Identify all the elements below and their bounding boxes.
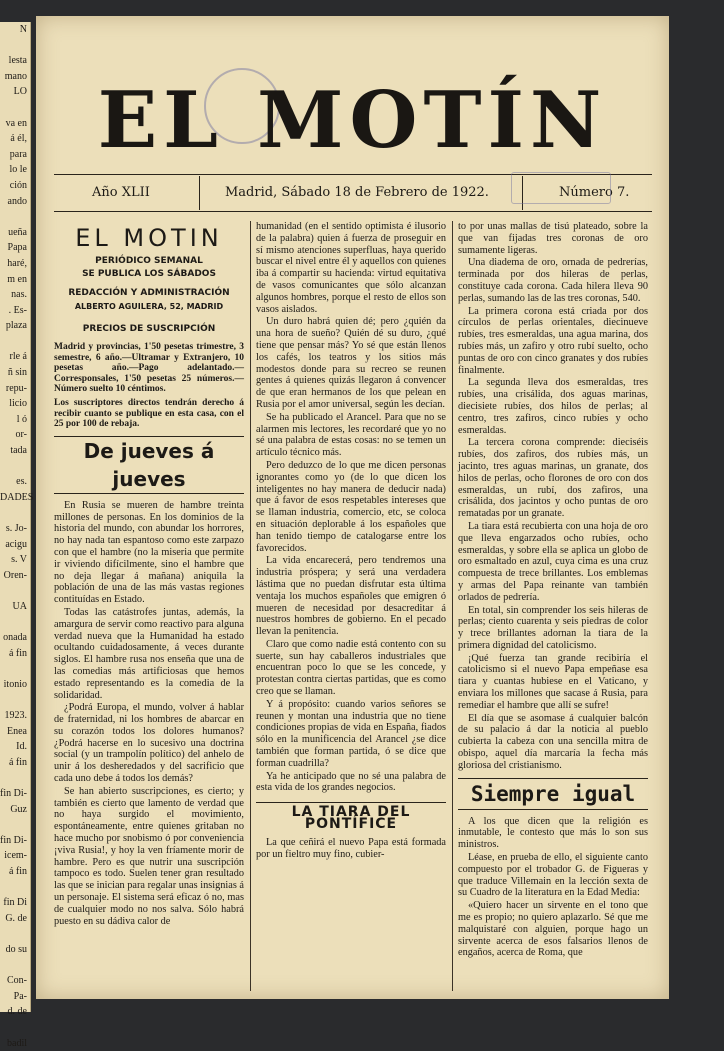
margin-fragment: lo le [9,164,27,176]
section-heading: Siempre igual [458,778,648,810]
paragraph: humanidad (en el sentido optimista é ilusorio de la palabra) quien á fuerza de proseguir en sí mismo atenciones superfluas, haya querido buscar el nivel entre él y aquellos con quienes iba á compartir su hacienda: virtud equitativa de vasos comunicantes que sólo alcanzan algunos hombres, porque el resto de ellos son vasos aislados. [256,221,446,315]
year-label: Año XLII [92,185,150,200]
editorial-office: REDACCIÓN Y ADMINISTRACIÓN [68,288,230,298]
paragraph: En total, sin comprender los seis hileras de perlas; ciento cuarenta y seis piedras de color y trece brillantes adornan la tiara de la primera dignidad del catolicismo. [458,604,648,651]
previous-page-edge [0,22,34,1049]
periodicity: PERIÓDICO SEMANAL [95,256,203,266]
margin-fragment: UA [12,600,27,612]
margin-fragment [0,926,30,942]
margin-fragment: haré, [7,257,27,269]
margin-fragment: G. de [5,912,27,924]
margin-fragment: Id. [16,741,27,753]
margin-fragment: licio [9,398,27,410]
paragraph: La tiara está recubierta con una hoja de oro que lleva engarzados ocho rubíes, ocho esmeraldas, y sobre ella se aplica un globo de oro esmaltado en azul, cuya cima es una cruz compuesta de trece brillantes. Los emblemas y armas del Papa reinante van también orlados de pedrería. [458,520,648,603]
issue-number: Número 7. [559,185,630,200]
margin-fragment [0,505,30,521]
paragraph: La vida encarecerá, pero tendremos una industria próspera; y será una verdadera lástima que no puedan disfrutar esta última ventaja los muchos españoles que emigren ó mueren de necesidad por desacreditar á nuestros hombres de gobierno. En el pecado llevan la penitencia. [256,555,446,638]
column-3 [458,221,648,991]
margin-fragment: LO [13,86,27,98]
office-address: ALBERTO AGUILERA, 52, MADRID [74,302,224,311]
margin-fragment: Oren- [3,569,27,581]
margin-fragment [0,958,30,974]
paragraph: El día que se asomase á cualquier balcón de su palacio á dar la noticia al pueblo cubierta la cabeza con una sencilla mitra de obispo, aquel día marcaría la fecha más gloriosa del cristianismo. [458,712,648,771]
paragraph: La tercera corona comprende: dieciséis rubíes, dos zafiros, dos rubíes más, un jacinto, tres aguas marinas, un granate, dos hilos de perlas, ocho florones de oro con dos esmeraldas, un rubí, dos zafiros, una crisálida, dos jacintos y ocho puntas de oro rematadas por un granate. [458,437,648,520]
margin-fragment [0,583,30,599]
paragraph: La que ceñirá el nuevo Papa está formada por un fieltro muy fino, cubier- [256,836,446,860]
margin-fragment: s. V [11,554,27,566]
margin-fragment: Con- [7,975,27,987]
margin-fragment: N [19,24,27,35]
margin-fragment: Papa [7,242,27,254]
column-divider [452,221,453,991]
date-label: Madrid, Sábado 18 de Febrero de 1922. [225,185,489,200]
section-heading: De jueves á jueves [54,436,244,494]
paragraph: «Quiero hacer un sirvente en el tono que me es propio; no quiero aplazarlo. Sé que me malquistaré con alguien, porque hago un sirvente acerca de esos falsarios llenos de engaños, acerca de Roma, que [458,900,648,959]
margin-fragment [0,693,30,709]
margin-fragment: fin Di [3,897,27,909]
paragraph: Claro que como nadie está contento con su suerte, sun hay caballeros industriales que encuentran poco lo que se les concede, y protestan contra ciertas partidas, que es como creo que se llaman. [256,638,446,698]
paragraph: En Rusia se mueren de hambre treinta millones de personas. En los dominios de la historia del mundo, con abundar los horrores, no hay nada tan espantoso como este zarpazo con que el hambre (no la miseria que permite ir viviendo difícilmente, sino el hambre que no deja llegar á mañana) aniquila la población de una de las más vastas regiones contituídas en Estado. [54,499,244,606]
paragraph: Todas las catástrofes juntas, además, la amargura de servir como reactivo para alguna verdad nueva que la Humanidad ha estado ocultando cuidadosamente, á veces durante siglos. El hambre rusa nos enseña que una de las comedias más artificiosas que hemos estado representando es la comedia de la solidaridad. [54,606,244,701]
margin-fragment: á fin [8,647,27,659]
margin-fragment [0,38,30,54]
margin-fragment: rle á [9,351,27,363]
margin-fragment [0,334,30,350]
publication-day: SE PUBLICA LOS SÁBADOS [82,269,216,279]
margin-fragment: onada [3,632,27,644]
margin-fragment: fin Di- [0,788,27,800]
column-divider [250,221,251,991]
margin-fragment [0,817,30,833]
margin-fragment [0,771,30,787]
prices-text: Madrid y provincias, 1'50 pesetas trimestre, 3 semestre, 6 año.—Ultramar y Extranjero, 10 pesetas año.—Pago adelantado.—Corresponsales, 1'50 pesetas 25 números.—Número suelto 10 céntimos. [54,342,244,395]
margin-fragment: . Es- [8,304,27,316]
margin-fragment: do su [5,944,27,956]
column-2 [256,221,446,991]
paragraph: La segunda lleva dos esmeraldas, tres rubíes, una crisálida, dos aguas marinas, diecisiete rubíes, dos hilos de perlas; al centro, tres zafiros, cinco rubíes y ocho esmeraldas. [458,377,648,436]
margin-fragment: á fin [8,756,27,768]
subscribers-note: Los suscriptores directos tendrán derecho á recibir cuanto se publique en esta casa, con el 25 por 100 de rebaja. [54,397,244,430]
tiara-heading: LA TIARA DEL PONTÍFICE [256,802,446,831]
margin-fragment: icem- [4,850,27,862]
paragraph: Y á propósito: cuando varios señores se reunen y montan una industria que no tiene condiciones propias de vida en España, fiados sólo en la munificencia del Arancel ¿se dice también que forman partida, ó se dice que forman cuadrilla? [256,698,446,769]
margin-fragment: repu- [5,382,27,394]
paragraph: A los que dicen que la religión es inmutable, le contesto que más lo son sus ministros. [458,815,648,851]
margin-fragment: m en [7,273,27,285]
margin-fragment: d. de [7,1006,27,1018]
margin-fragment: itonio [3,678,27,690]
margin-fragment: Enea [7,725,27,737]
margin-fragment [0,209,30,225]
margin-fragment: tada [10,445,27,457]
paragraph: ¿Podrá Europa, el mundo, volver á hablar de fraternidad, ni los hombres de abarcar en su corazón todos los dolores humanos? ¿Podrá hacerse en lo sucesivo una doctrina social (y un trampolín político) del anhelo de unir á los desheredados y del sacrificio que cada uno debe á todos los demás? [54,702,244,785]
newspaper-page [36,16,669,999]
margin-fragment [0,459,30,475]
margin-fragment: mano [4,70,27,82]
margin-fragment: ando [7,195,27,207]
paragraph: Léase, en prueba de ello, el siguiente canto compuesto por el trobador G. de Figueras y que traduce Villemain en la lección sexta de su Cuadro de la literatura en la Edad Media: [458,852,648,899]
paragraph: Pero deduzco de lo que me dicen personas ignorantes como yo (de lo que dicen los inteligentes no hay manera de deducir nada) que á favor de esos respetables intereses que se llaman industria, comercio, etc, se coloca en situación deplorable á los españoles que han tenido tiempo de catalogarse entre los favorecidos. [256,459,446,554]
margin-fragment: plaza [5,320,27,332]
paragraph: ¡Qué fuerza tan grande recibiría el catolicismo si el nuevo Papa empeñase esa tiara y cuantas hubiese en el Vaticano, y enviara los millones que sacase á Rusia, para remediar el hambre que allí se sufre! [458,652,648,711]
paragraph: Se han abierto suscripciones, es cierto; y también es cierto que lamento de verdad que no haya surgido el movimiento, espontáneamente, entre quienes gritaban no hace mucho por snobismo ó por conveniencia ¡viva Rusia!, y hoy la ven fríamente morir de hambre. Pero es que nutrir una suscripción tampoco es todo. Suelen tener gran resultado las que se inician para regalar unas insignias á un personaje. El sistema será eficaz ó no, mas de cualquier modo no nos salva. Sólo habrá puesto en su dádiva calor de [54,785,244,927]
margin-fragment: l ó [16,413,27,425]
margin-fragment [0,615,30,631]
info-divider [199,176,200,210]
paragraph: Ya he anticipado que no sé una palabra de esta vida de los grandes negocios. [256,770,446,794]
paragraph: La primera corona está criada por dos círculos de perlas orientales, diecinueve rubíes, tres esmeraldas, una agua marina, dos rubíes más, un zafiro y otro rubí suelto, ocho puntas de oro con cinco granates y dos rubíes finalmente. [458,305,648,376]
paragraph: Un duro habrá quien dé; pero ¿quién da una hora de sueño? Quién dé su duro, ¿qué tiene que pensar más? Yo sé que están llenos los cafés, los teatros y los sitios más modestos donde para su recreo se reunen gentes á quienes quizás llegaron á convencer de que eran hermanos de los que pelean en Rusia por el amor universal, según les decían. [256,316,446,410]
margin-fragment: s. Jo- [5,523,27,534]
column-1 [54,221,244,991]
margin-fragment: Pa- [13,990,27,1002]
prices-heading: PRECIOS DE SUSCRIPCIÓN [82,324,216,334]
paper-nameplate: EL MOTIN [75,224,223,252]
margin-fragment: fin Di- [0,834,27,846]
margin-fragment: á fin [8,866,27,878]
margin-fragment: va en [5,117,27,129]
margin-fragment: nas. [11,289,27,301]
library-stamp-small [511,172,611,204]
margin-fragment: ción [9,179,27,191]
margin-fragment: DADES [0,491,34,503]
margin-fragment: es. [16,476,27,488]
margin-fragment: acigu [5,538,27,550]
margin-fragment: or- [15,429,27,441]
margin-fragment: lesta [8,55,27,67]
paragraph: to por unas mallas de tisú plateado, sobre la que van fijadas tres coronas de oro sumamente ligeras. [458,221,648,256]
margin-fragment: para [9,148,27,160]
margin-fragment [0,661,30,677]
paragraph: Una diadema de oro, ornada de pedrerías, terminada por dos hileras de perlas, constituye cada corona. Cada hilera lleva 90 perlas, sumando las de las tres coronas, 540. [458,257,648,304]
paragraph: Se ha publicado el Arancel. Para que no se alarmen mis lectores, les recordaré que yo no sé una palabra de estas cosas: no se temen un artículo técnico más. [256,411,446,459]
margin-fragment: á él, [10,133,27,145]
margin-fragment: Guz [10,803,27,815]
margin-fragment [0,880,30,896]
margin-fragment [0,1020,30,1036]
margin-fragment: 1923. [4,710,27,722]
margin-fragment: ñ sin [7,367,27,379]
masthead-title: EL MOTÍN [97,75,608,166]
bottom-rule [54,211,652,212]
margin-fragment: badil [7,1037,27,1049]
margin-fragment: ueña [8,226,27,238]
margin-fragment [0,100,30,116]
